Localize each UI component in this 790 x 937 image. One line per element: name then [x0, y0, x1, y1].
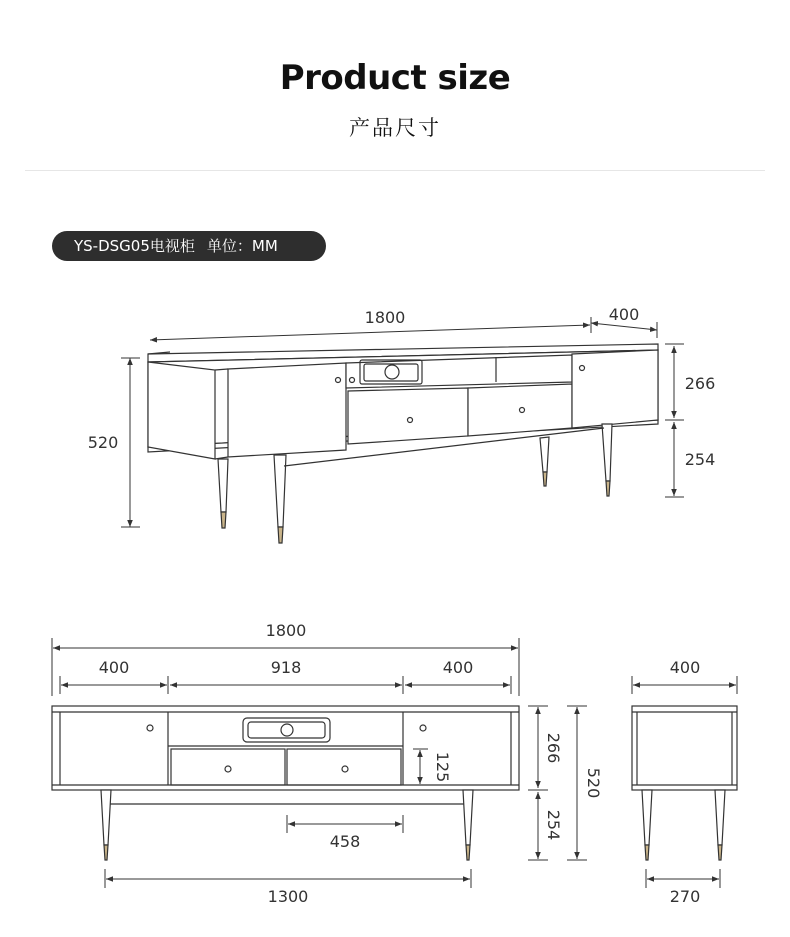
dim-perspective-depth: 400 [608, 305, 640, 324]
left-door [228, 363, 346, 457]
dim-front-leg-span: 1300 [267, 887, 309, 906]
front-view [52, 706, 519, 860]
side-view [632, 706, 737, 860]
perspective-view [148, 344, 658, 543]
unit-label: 单位：MM [206, 237, 278, 255]
dim-side-leg-span: 270 [669, 887, 701, 906]
drawer-left [348, 388, 468, 444]
right-door [572, 350, 658, 428]
page-title: Product size [279, 58, 511, 98]
dim-perspective-legs: 254 [684, 450, 716, 469]
dim-front-leg-height: 254 [544, 809, 563, 841]
dim-front-drawer-height: 125 [433, 751, 452, 783]
dim-front-middle: 918 [270, 658, 302, 677]
model-name: YS-DSG05电视柜 [74, 237, 195, 255]
dim-perspective-width: 1800 [364, 308, 406, 327]
dim-perspective-body: 266 [684, 374, 716, 393]
dim-front-right: 400 [442, 658, 474, 677]
dim-front-left: 400 [98, 658, 130, 677]
dim-front-total-height: 520 [584, 767, 603, 799]
dim-side-depth: 400 [669, 658, 701, 677]
dim-perspective-height: 520 [87, 433, 119, 452]
dim-front-body-height: 266 [544, 732, 563, 764]
side-body [632, 706, 737, 790]
dim-front-total-width: 1800 [265, 621, 307, 640]
page-subtitle: 产品尺寸 [349, 116, 441, 140]
dim-front-drawer: 458 [329, 832, 361, 851]
